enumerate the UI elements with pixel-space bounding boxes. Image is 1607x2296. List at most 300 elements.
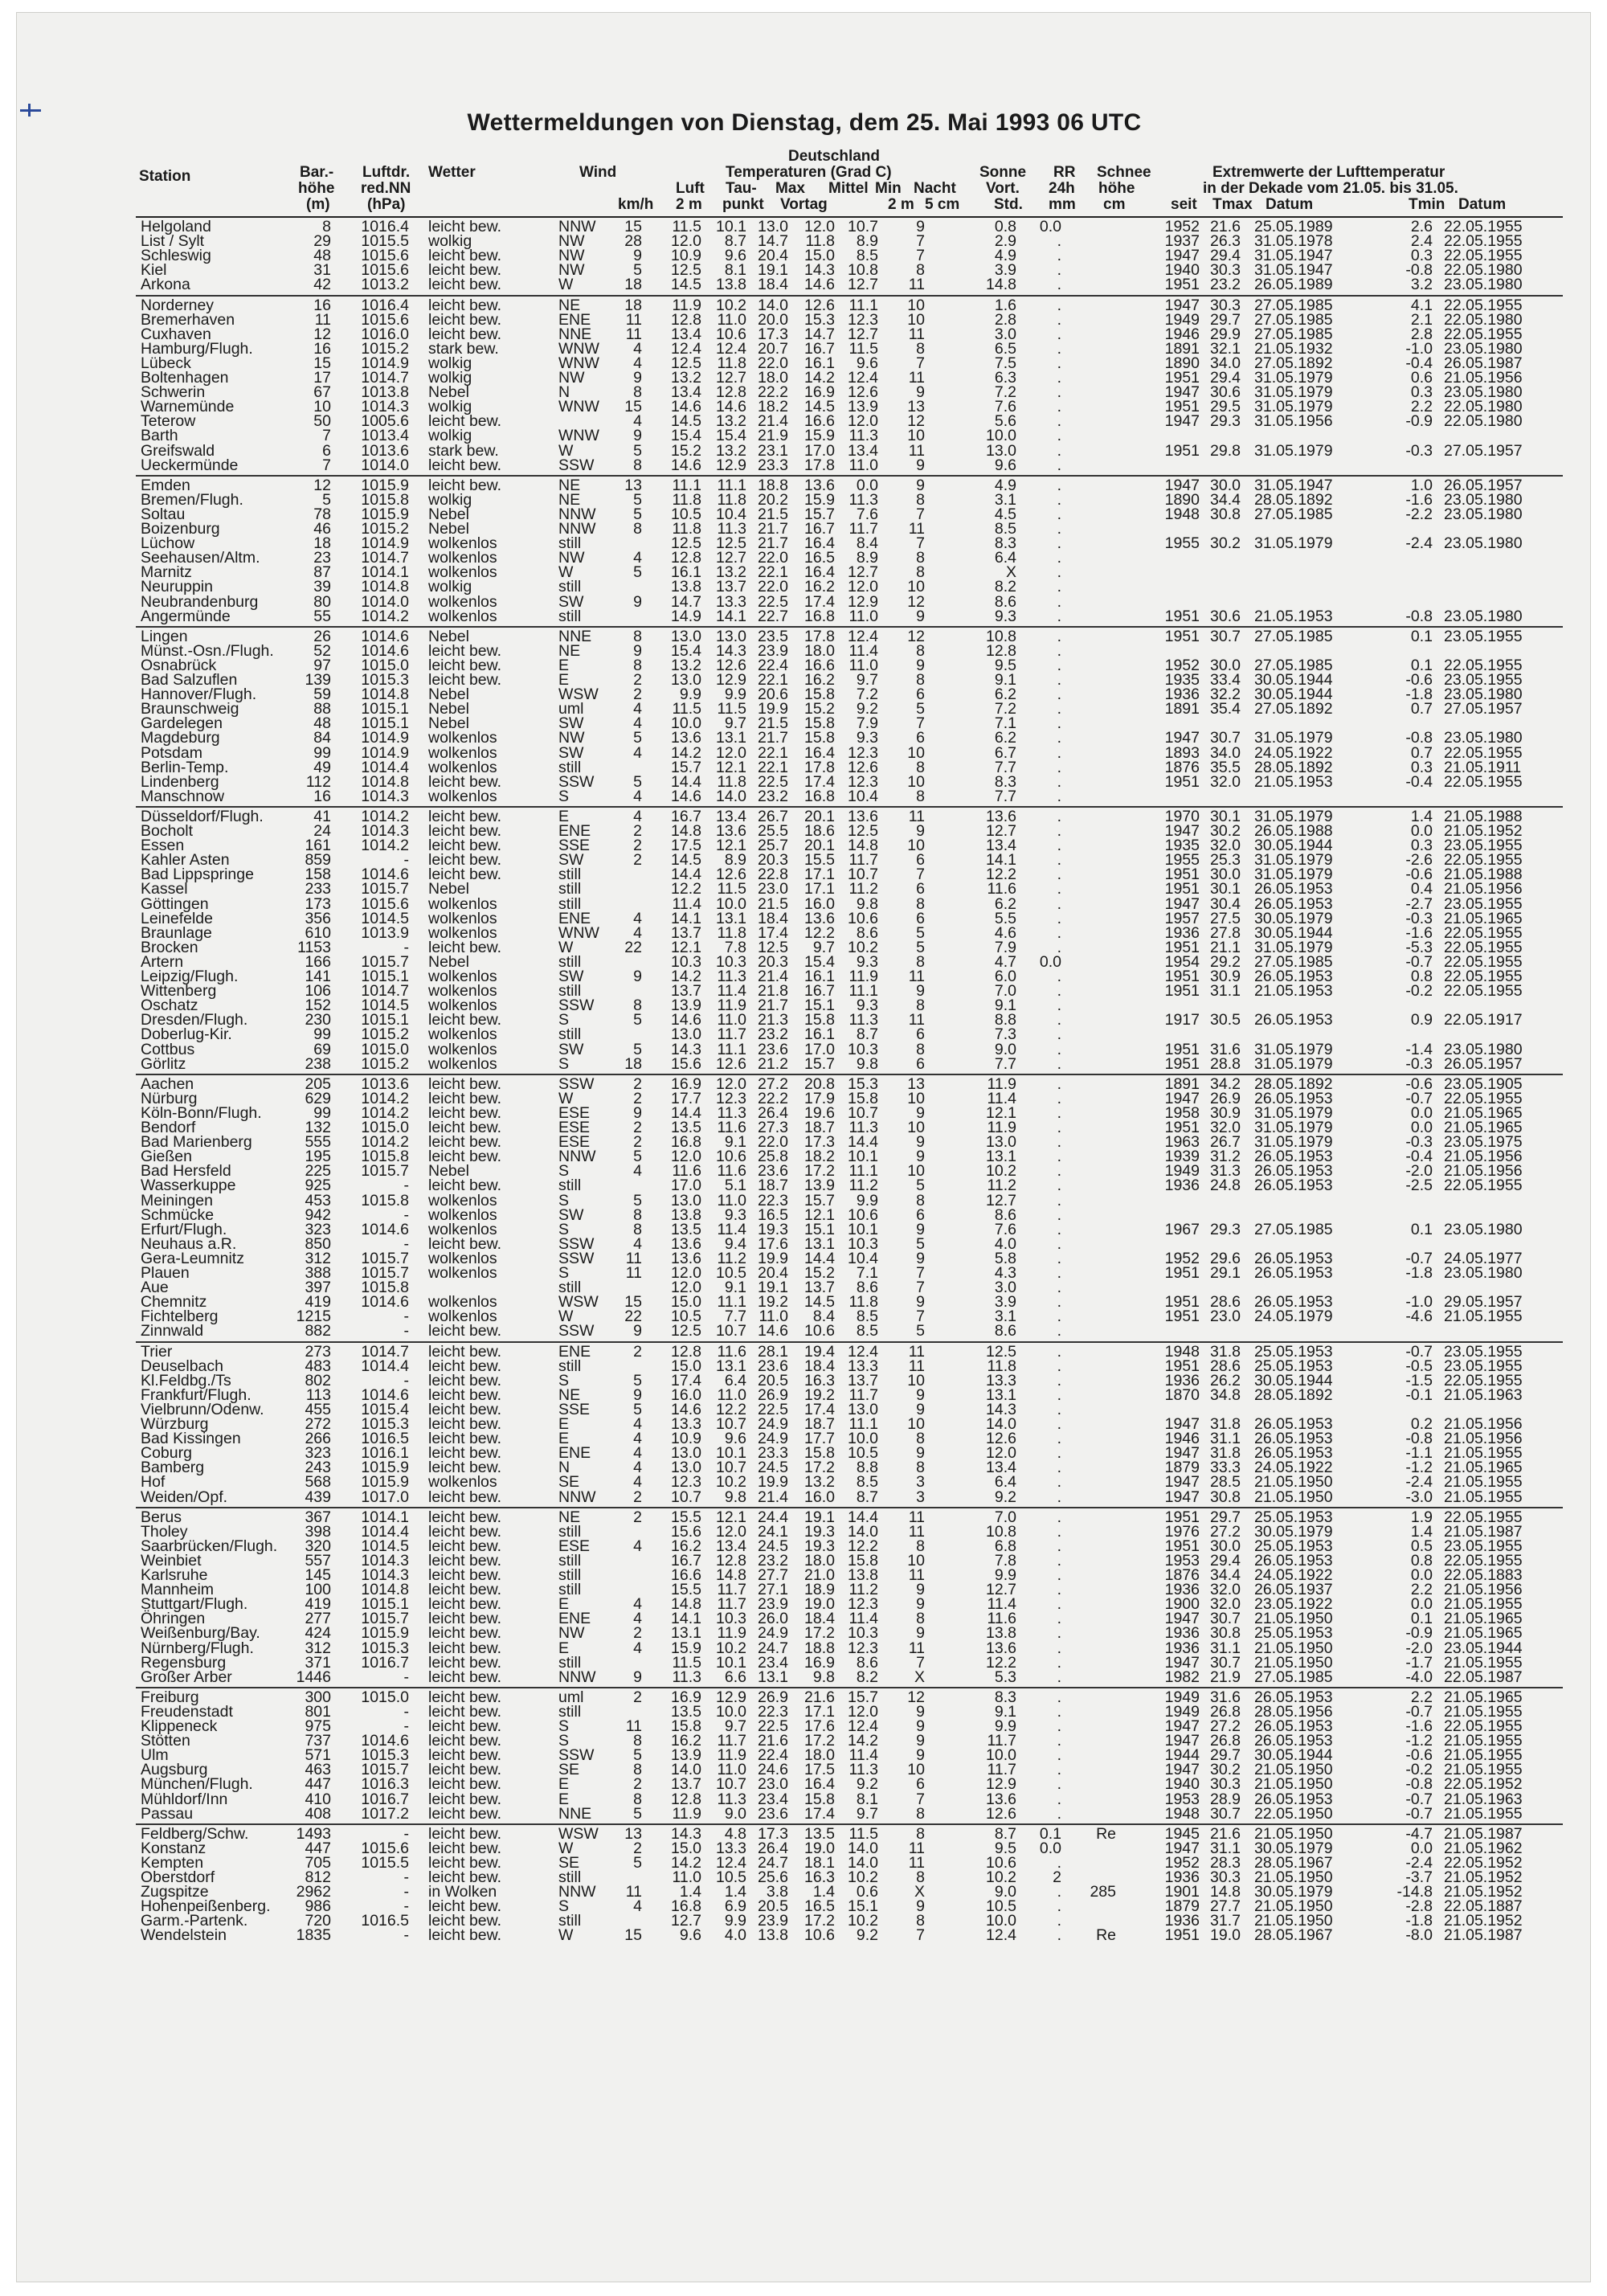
cell-taupunkt: 13.0 [716, 627, 746, 645]
cell-station: Neubrandenburg [141, 592, 259, 611]
cell-bar-hoehe: 24 [313, 822, 331, 840]
cell-datum-max: 26.05.1953 [1254, 1148, 1333, 1166]
cell-luft: 14.3 [671, 1040, 701, 1058]
cell-station: Bocholt [141, 822, 194, 840]
cell-wind-kmh: 13 [624, 476, 642, 494]
cell-datum-max: 28.05.1956 [1254, 1702, 1333, 1721]
cell-datum-max: 31.05.1979 [1254, 398, 1333, 416]
cell-wind-dir: E [558, 1415, 570, 1433]
cell-max: 27.1 [758, 1581, 788, 1599]
cell-sonne: 13.1 [986, 1385, 1016, 1404]
cell-station: Essen [141, 837, 185, 855]
cell-bar-hoehe: 99 [313, 1103, 331, 1122]
cell-rr: . [1057, 1357, 1061, 1375]
cell-min-5cm: 11 [908, 807, 925, 825]
cell-wetter: leicht bew. [428, 1897, 502, 1916]
cell-luft: 15.0 [671, 1357, 701, 1375]
cell-sonne: 13.3 [986, 1371, 1016, 1389]
cell-wetter: leicht bew. [428, 1508, 502, 1526]
cell-wind-dir: SSW [558, 1234, 595, 1253]
cell-datum-max: 26.05.1953 [1254, 1089, 1333, 1107]
cell-wind-kmh: 9 [633, 427, 642, 445]
cell-rr: . [1057, 1790, 1061, 1808]
cell-seit: 1890 [1164, 490, 1200, 509]
cell-seit: 1951 [1164, 772, 1200, 791]
cell-wind-kmh: 28 [624, 232, 642, 251]
cell-luftdr: 1016.7 [361, 1653, 409, 1672]
cell-max: 22.5 [758, 772, 788, 791]
cell-wind-dir: uml [558, 1688, 584, 1706]
cell-max: 26.0 [758, 1610, 788, 1628]
cell-wetter: leicht bew. [428, 1488, 502, 1506]
cell-min-5cm: 5 [916, 923, 925, 942]
cell-max: 25.8 [758, 1148, 788, 1166]
cell-sonne: 10.8 [986, 1522, 1016, 1541]
cell-mittel: 9.7 [812, 938, 835, 956]
cell-sonne: 6.3 [994, 369, 1016, 387]
cell-tmax: 31.1 [1210, 982, 1241, 1001]
cell-taupunkt: 8.9 [724, 851, 746, 870]
cell-min-2m: 12.0 [848, 412, 878, 431]
cell-sonne: 7.9 [994, 938, 1016, 956]
cell-tmin: 2.2 [1410, 1581, 1433, 1599]
cell-min-2m: 13.3 [848, 1357, 878, 1375]
cell-max: 23.6 [758, 1040, 788, 1058]
cell-seit: 1876 [1164, 1566, 1200, 1584]
cell-bar-hoehe: 568 [305, 1473, 331, 1492]
cell-min-5cm: 9 [916, 822, 925, 840]
cell-seit: 1951 [1164, 1293, 1200, 1312]
cell-datum-max: 30.05.1944 [1254, 671, 1333, 689]
cell-wind-dir: still [558, 1177, 582, 1195]
cell-station: Passau [141, 1804, 194, 1823]
cell-max: 20.7 [758, 339, 788, 358]
cell-luft: 12.8 [671, 310, 701, 329]
cell-max: 17.3 [758, 1824, 788, 1843]
cell-station: Stuttgart/Flugh. [141, 1595, 248, 1614]
cell-sonne: 7.8 [994, 1551, 1016, 1570]
cell-tmax: 21.9 [1210, 1668, 1241, 1686]
cell-mittel: 14.5 [804, 1293, 835, 1312]
cell-bar-hoehe: 419 [305, 1293, 331, 1312]
cell-sonne: 14.3 [986, 1400, 1016, 1418]
cell-seit: 1936 [1164, 1912, 1200, 1930]
cell-rr: . [1057, 1089, 1061, 1107]
cell-datum-max: 30.05.1979 [1254, 1839, 1333, 1857]
cell-luft: 12.8 [671, 1342, 701, 1361]
cell-luft: 15.8 [671, 1717, 701, 1735]
cell-rr: . [1057, 1732, 1061, 1750]
cell-datum-min: 21.05.1956 [1444, 1148, 1523, 1166]
cell-min-5cm: 8 [916, 894, 925, 913]
cell-min-5cm: 10 [907, 310, 925, 329]
cell-wetter: Nebel [428, 880, 469, 898]
cell-max: 20.4 [758, 1264, 788, 1282]
cell-datum-min: 21.05.1955 [1444, 1702, 1523, 1721]
cell-station: Cottbus [141, 1040, 195, 1058]
cell-datum-max: 31.05.1979 [1254, 1119, 1333, 1136]
cell-tmin: 0.1 [1410, 656, 1433, 674]
cell-min-5cm: 9 [916, 1400, 925, 1418]
cell-seit: 1917 [1164, 1011, 1200, 1029]
cell-wind-dir: ENE [558, 310, 591, 329]
cell-sonne: 11.8 [987, 1357, 1016, 1375]
cell-sonne: 4.5 [994, 505, 1016, 523]
cell-tmin: 0.0 [1410, 1595, 1433, 1614]
cell-wind-kmh: 18 [624, 1054, 642, 1073]
cell-wetter: wolkig [428, 578, 472, 596]
cell-sonne: 13.4 [986, 1459, 1016, 1477]
cell-sonne: 9.9 [994, 1717, 1016, 1735]
cell-luft: 14.7 [671, 592, 701, 611]
cell-luftdr: 1015.3 [361, 1746, 409, 1765]
cell-datum-max: 31.05.1979 [1254, 383, 1333, 402]
cell-min-2m: 10.8 [848, 261, 878, 280]
cell-datum-min: 21.05.1952 [1444, 1912, 1523, 1930]
cell-tmin: -0.7 [1405, 1249, 1433, 1267]
cell-sonne: 10.2 [986, 1162, 1016, 1181]
cell-wind-dir: S [558, 1011, 570, 1029]
cell-station: Coburg [141, 1444, 192, 1463]
cell-rr: . [1057, 1162, 1061, 1181]
cell-luftdr: 1014.9 [361, 729, 409, 747]
cell-wetter: leicht bew. [428, 1074, 502, 1093]
cell-datum-max: 21.05.1950 [1254, 1824, 1333, 1843]
cell-luft: 13.6 [671, 1249, 701, 1267]
cell-mittel: 17.2 [804, 1624, 835, 1643]
cell-wind-dir: S [558, 1371, 570, 1389]
cell-luft: 17.0 [671, 1177, 701, 1195]
cell-rr: . [1057, 627, 1061, 645]
cell-tmax: 30.0 [1210, 476, 1241, 494]
cell-mittel: 17.4 [804, 592, 835, 611]
cell-wind-dir: E [558, 1595, 570, 1614]
cell-seit: 1951 [1164, 1040, 1200, 1058]
cell-bar-hoehe: 367 [305, 1508, 331, 1526]
cell-station: Barth [141, 427, 178, 445]
cell-datum-max: 24.05.1922 [1254, 1459, 1333, 1477]
cell-mittel: 17.2 [804, 1912, 835, 1930]
cell-wetter: leicht bew. [428, 938, 502, 956]
cell-tmax: 31.8 [1210, 1342, 1241, 1361]
cell-wetter: leicht bew. [428, 456, 502, 474]
cell-taupunkt: 11.0 [717, 1761, 746, 1779]
cell-max: 23.9 [758, 1595, 788, 1614]
cell-datum-min: 23.05.1955 [1444, 1357, 1523, 1375]
cell-tmin: -1.0 [1405, 1293, 1433, 1312]
cell-rr: . [1057, 1537, 1061, 1555]
cell-luftdr: 1015.9 [361, 1473, 409, 1492]
cell-max: 19.1 [758, 1279, 788, 1297]
cell-sonne: 12.2 [986, 866, 1016, 884]
cell-min-5cm: 8 [916, 1537, 925, 1555]
cell-datum-min: 26.05.1987 [1444, 354, 1523, 372]
cell-station: Leipzig/Flugh. [141, 968, 239, 985]
cell-datum-min: 26.05.1957 [1444, 476, 1523, 494]
cell-tmax: 32.1 [1210, 339, 1241, 358]
cell-mittel: 19.2 [804, 1385, 835, 1404]
cell-mittel: 16.4 [804, 1775, 835, 1794]
cell-bar-hoehe: 737 [305, 1732, 331, 1750]
cell-sonne: 11.4 [987, 1089, 1016, 1107]
cell-wind-kmh: 5 [633, 1746, 642, 1765]
cell-sonne: 9.1 [994, 997, 1016, 1015]
cell-bar-hoehe: 2962 [296, 1883, 331, 1901]
cell-datum-min: 23.05.1980 [1444, 729, 1523, 747]
cell-datum-max: 21.05.1950 [1254, 1897, 1333, 1916]
cell-rr: . [1057, 339, 1061, 358]
cell-tmin: -1.8 [1405, 1264, 1433, 1282]
cell-station: Bendorf [141, 1119, 196, 1136]
cell-sonne: 10.6 [986, 1853, 1016, 1872]
cell-min-2m: 11.4 [848, 1610, 878, 1628]
cell-min-2m: 9.7 [856, 671, 878, 689]
cell-datum-min: 22.05.1955 [1444, 772, 1523, 791]
cell-min-2m: 11.2 [848, 880, 878, 898]
table-row [17, 894, 1592, 913]
cell-luftdr: 1014.8 [361, 686, 409, 704]
cell-taupunkt: 10.2 [716, 296, 746, 314]
cell-tmin: -0.2 [1405, 982, 1433, 1001]
cell-mittel: 15.4 [804, 952, 835, 971]
col-bar-hoehe-3: (m) [306, 196, 330, 213]
cell-seit: 1935 [1164, 671, 1200, 689]
cell-station: Soltau [141, 505, 186, 523]
cell-seit: 1951 [1164, 1357, 1200, 1375]
cell-max: 23.6 [758, 1357, 788, 1375]
cell-station: Brocken [141, 938, 198, 956]
cell-min-2m: 15.7 [848, 1688, 878, 1706]
cell-tmin: -0.3 [1405, 909, 1433, 927]
cell-datum-max: 28.05.1967 [1254, 1926, 1333, 1945]
cell-taupunkt: 11.8 [717, 354, 746, 372]
cell-datum-min: 21.05.1965 [1444, 1459, 1523, 1477]
cell-wetter: wolkig [428, 354, 472, 372]
cell-wind-kmh: 2 [633, 1074, 642, 1093]
cell-wetter: Nebel [428, 686, 469, 704]
cell-luft: 16.7 [671, 1551, 701, 1570]
cell-min-2m: 10.3 [848, 1234, 878, 1253]
col-extrem-2: in der Dekade vom 21.05. bis 31.05. [1203, 180, 1458, 197]
cell-wind-kmh: 4 [633, 1162, 642, 1181]
cell-seit: 1947 [1164, 247, 1200, 265]
cell-max: 21.4 [758, 1488, 788, 1506]
cell-min-2m: 10.7 [848, 1103, 878, 1122]
cell-tmin: -0.3 [1405, 1054, 1433, 1073]
cell-max: 21.8 [758, 982, 788, 1001]
cell-datum-min: 22.05.1955 [1444, 247, 1523, 265]
cell-bar-hoehe: 205 [305, 1074, 331, 1093]
cell-wind-dir: NNW [558, 1668, 596, 1686]
cell-station: Regensburg [141, 1653, 227, 1672]
cell-luft: 10.9 [671, 1430, 701, 1448]
cell-luft: 12.4 [671, 339, 701, 358]
cell-min-5cm: 8 [916, 952, 925, 971]
cell-mittel: 19.0 [804, 1595, 835, 1614]
cell-tmin: -2.2 [1405, 505, 1433, 523]
cell-tmin: 1.4 [1410, 807, 1433, 825]
cell-max: 22.8 [758, 866, 788, 884]
cell-sonne: 7.0 [994, 982, 1016, 1001]
cell-luftdr: 1015.3 [361, 1415, 409, 1433]
cell-wind-kmh: 2 [633, 1342, 642, 1361]
col-luft-1: Luft [676, 180, 705, 197]
cell-bar-hoehe: 31 [313, 261, 331, 280]
cell-max: 20.2 [758, 490, 788, 509]
cell-sonne: 10.2 [986, 1868, 1016, 1886]
col-rr-2: 24h [1049, 180, 1075, 197]
cell-wind-dir: NW [558, 261, 585, 280]
cell-taupunkt: 11.9 [717, 1746, 746, 1765]
table-row [17, 1639, 1592, 1657]
cell-wind-dir: SW [558, 592, 584, 611]
cell-station: Aachen [141, 1074, 194, 1093]
cell-min-5cm: 8 [916, 1191, 925, 1209]
cell-min-2m: 15.1 [848, 1897, 878, 1916]
cell-tmin: -0.7 [1405, 1342, 1433, 1361]
cell-seit: 1948 [1164, 505, 1200, 523]
cell-tmin: -0.1 [1405, 1385, 1433, 1404]
cell-mittel: 15.3 [804, 310, 835, 329]
cell-seit: 1890 [1164, 354, 1200, 372]
cell-max: 21.5 [758, 894, 788, 913]
cell-datum-max: 21.05.1950 [1254, 1761, 1333, 1779]
cell-bar-hoehe: 29 [313, 232, 331, 251]
cell-wind-dir: SSW [558, 1249, 595, 1267]
cell-luft: 17.5 [671, 837, 701, 855]
cell-max: 23.0 [758, 880, 788, 898]
cell-min-5cm: 9 [916, 1624, 925, 1643]
cell-tmax: 31.6 [1210, 1040, 1241, 1058]
cell-datum-min: 22.05.1955 [1444, 656, 1523, 674]
cell-rr: . [1057, 1385, 1061, 1404]
cell-luftdr: 1017.2 [361, 1804, 409, 1823]
cell-taupunkt: 5.1 [724, 1177, 746, 1195]
cell-sonne: 13.0 [986, 1133, 1016, 1152]
cell-datum-max: 26.05.1937 [1254, 1581, 1333, 1599]
cell-wind-kmh: 11 [625, 1717, 642, 1735]
cell-wind-kmh: 5 [633, 1400, 642, 1418]
cell-luftdr: 1014.2 [361, 1089, 409, 1107]
cell-mittel: 20.8 [804, 1074, 835, 1093]
cell-bar-hoehe: 6 [322, 441, 331, 460]
cell-wind-dir: uml [558, 700, 584, 718]
cell-tmin: 1.0 [1410, 476, 1433, 494]
cell-tmin: -1.6 [1405, 490, 1433, 509]
cell-wind-kmh: 8 [633, 1205, 642, 1224]
cell-datum-min: 23.05.1955 [1444, 1537, 1523, 1555]
cell-luftdr: 1017.0 [361, 1488, 409, 1506]
cell-datum-min: 22.05.1980 [1444, 412, 1523, 431]
cell-min-5cm: 11 [908, 1853, 925, 1872]
cell-datum-min: 23.05.1980 [1444, 383, 1523, 402]
cell-luftdr: 1014.6 [361, 1220, 409, 1238]
cell-wetter: wolkenlos [428, 1025, 497, 1044]
cell-sonne: 9.2 [994, 1488, 1016, 1506]
cell-min-2m: 9.3 [856, 952, 878, 971]
cell-datum-min: 22.05.1887 [1444, 1897, 1523, 1916]
cell-min-5cm: 6 [916, 909, 925, 927]
cell-wind-kmh: 4 [633, 1610, 642, 1628]
cell-wind-kmh: 2 [633, 1839, 642, 1857]
cell-wetter: leicht bew. [428, 261, 502, 280]
cell-rr: 0.0 [1039, 1839, 1061, 1857]
cell-sonne: 4.7 [994, 952, 1016, 971]
cell-min-5cm: 11 [908, 1639, 925, 1657]
cell-taupunkt: 10.2 [716, 1639, 746, 1657]
cell-bar-hoehe: 113 [305, 1385, 331, 1404]
cell-min-2m: 10.2 [848, 938, 878, 956]
cell-max: 23.5 [758, 627, 788, 645]
cell-tmin: -5.3 [1405, 938, 1433, 956]
cell-min-5cm: 9 [916, 607, 925, 625]
cell-luft: 12.2 [671, 880, 701, 898]
cell-sonne: 9.1 [994, 1702, 1016, 1721]
cell-sonne: 12.0 [986, 1444, 1016, 1463]
cell-luftdr: 1014.2 [361, 1133, 409, 1152]
cell-datum-min: 22.05.1917 [1444, 1011, 1523, 1029]
cell-tmax: 28.9 [1210, 1790, 1241, 1808]
cell-min-5cm: 8 [916, 997, 925, 1015]
cell-luft: 11.5 [672, 700, 701, 718]
cell-bar-hoehe: 812 [305, 1868, 331, 1886]
cell-sonne: 4.9 [994, 476, 1016, 494]
cell-rr: . [1057, 310, 1061, 329]
cell-bar-hoehe: 18 [313, 534, 331, 553]
cell-datum-max: 23.05.1922 [1254, 1595, 1333, 1614]
cell-seit: 1955 [1164, 851, 1200, 870]
cell-max: 24.7 [758, 1853, 788, 1872]
cell-datum-min: 29.05.1957 [1444, 1293, 1523, 1312]
cell-station: Aue [141, 1279, 169, 1297]
cell-datum-max: 25.05.1953 [1254, 1624, 1333, 1643]
cell-luftdr: 1014.7 [361, 549, 409, 567]
cell-min-2m: 10.6 [848, 909, 878, 927]
cell-min-5cm: 12 [907, 412, 925, 431]
cell-wind-dir: NW [558, 729, 585, 747]
cell-luft: 14.2 [671, 743, 701, 762]
cell-min-2m: 8.4 [856, 534, 878, 553]
cell-min-2m: 13.0 [848, 1400, 878, 1418]
cell-luft: 13.0 [671, 1025, 701, 1044]
cell-min-5cm: 11 [908, 1357, 925, 1375]
cell-datum-max: 21.05.1950 [1254, 1488, 1333, 1506]
cell-max: 24.5 [758, 1537, 788, 1555]
cell-datum-min: 21.05.1956 [1444, 880, 1523, 898]
cell-wind-dir: WNW [558, 354, 599, 372]
cell-wetter: leicht bew. [428, 807, 502, 825]
cell-luftdr: 1016.5 [361, 1912, 409, 1930]
cell-sonne: 6.2 [994, 894, 1016, 913]
col-min-2m: 2 m [888, 196, 914, 213]
cell-luft: 15.0 [671, 1839, 701, 1857]
cell-wind-kmh: 4 [633, 1897, 642, 1916]
cell-taupunkt: 11.7 [717, 1595, 746, 1614]
cell-wind-dir: NE [558, 296, 581, 314]
cell-bar-hoehe: 8 [322, 218, 331, 235]
cell-tmin: -2.5 [1405, 1177, 1433, 1195]
cell-luft: 13.0 [671, 1191, 701, 1209]
cell-bar-hoehe: 233 [305, 880, 331, 898]
table-row [17, 923, 1592, 942]
cell-min-5cm: 8 [916, 787, 925, 805]
cell-seit: 1947 [1164, 1473, 1200, 1492]
cell-max: 14.0 [758, 296, 788, 314]
cell-min-5cm: 5 [916, 1177, 925, 1195]
cell-station: Oschatz [141, 997, 198, 1015]
cell-luftdr: 1005.6 [361, 412, 409, 431]
cell-wetter: wolkenlos [428, 534, 497, 553]
